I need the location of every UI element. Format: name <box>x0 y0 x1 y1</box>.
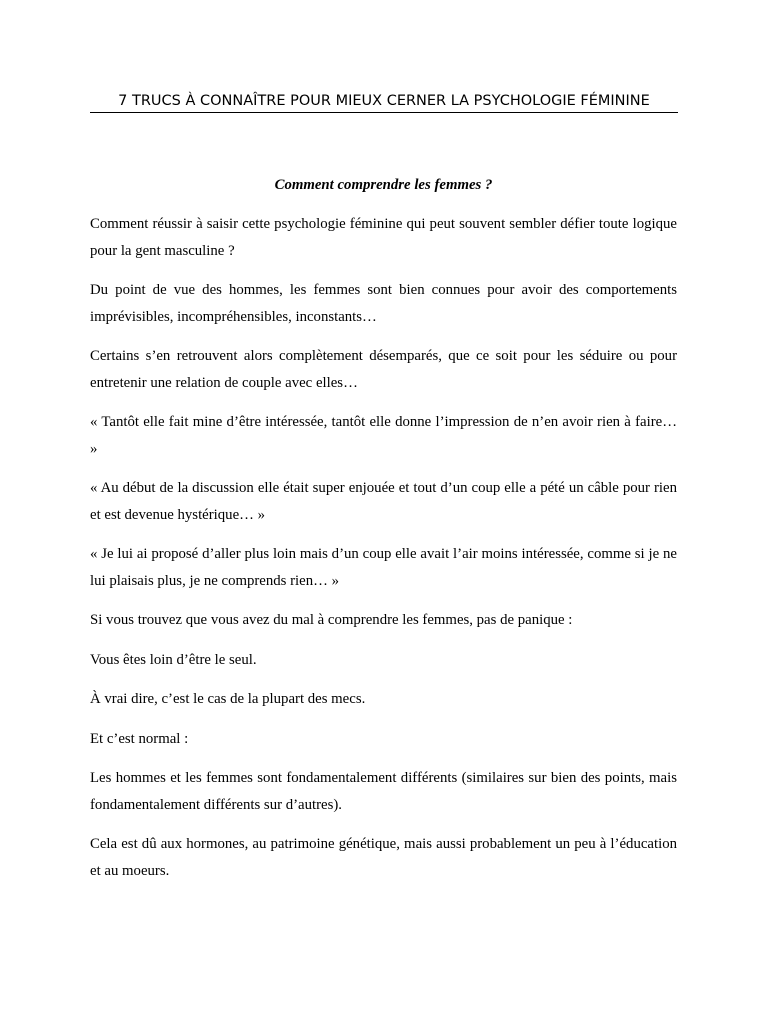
paragraph: Cela est dû aux hormones, au patrimoine génétique, mais aussi probablement un peu à l’éducation et au moeurs. <box>90 836 677 879</box>
paragraph: Comment réussir à saisir cette psychologie féminine qui peut souvent sembler défier toute logique pour la gent masculine ? <box>90 216 677 259</box>
quote-paragraph: « Au début de la discussion elle était super enjouée et tout d’un coup elle a pété un câble pour rien et est devenue hystérique… » <box>90 480 677 523</box>
paragraph: À vrai dire, c’est le cas de la plupart des mecs. <box>90 691 366 707</box>
paragraph: Certains s’en retrouvent alors complètement désemparés, que ce soit pour les séduire ou pour entretenir une relation de couple avec elles… <box>90 348 677 391</box>
quote-paragraph: « Tantôt elle fait mine d’être intéressée, tantôt elle donne l’impression de n’en avoir rien à faire… » <box>90 414 677 457</box>
paragraph: Du point de vue des hommes, les femmes sont bien connues pour avoir des comportements imprévisibles, incompréhensibles, inconstants… <box>90 282 677 325</box>
paragraph: Si vous trouvez que vous avez du mal à comprendre les femmes, pas de panique : <box>90 612 573 628</box>
paragraph: Et c’est normal : <box>90 730 189 747</box>
document-body <box>90 172 677 897</box>
document-title: 7 TRUCS À CONNAÎTRE POUR MIEUX CERNER LA PSYCHOLOGIE FÉMININE <box>90 92 678 113</box>
quote-paragraph: « Je lui ai proposé d’aller plus loin mais d’un coup elle avait l’air moins intéressée, comme si je ne lui plaisais plus, je ne comprends rien… » <box>90 546 677 589</box>
paragraph: Les hommes et les femmes sont fondamentalement différents (similaires sur bien des points, mais fondamentalement différents sur d’autres). <box>90 770 677 813</box>
document-subtitle: Comment comprendre les femmes ? <box>274 177 493 193</box>
paragraph: Vous êtes loin d’être le seul. <box>90 651 257 668</box>
